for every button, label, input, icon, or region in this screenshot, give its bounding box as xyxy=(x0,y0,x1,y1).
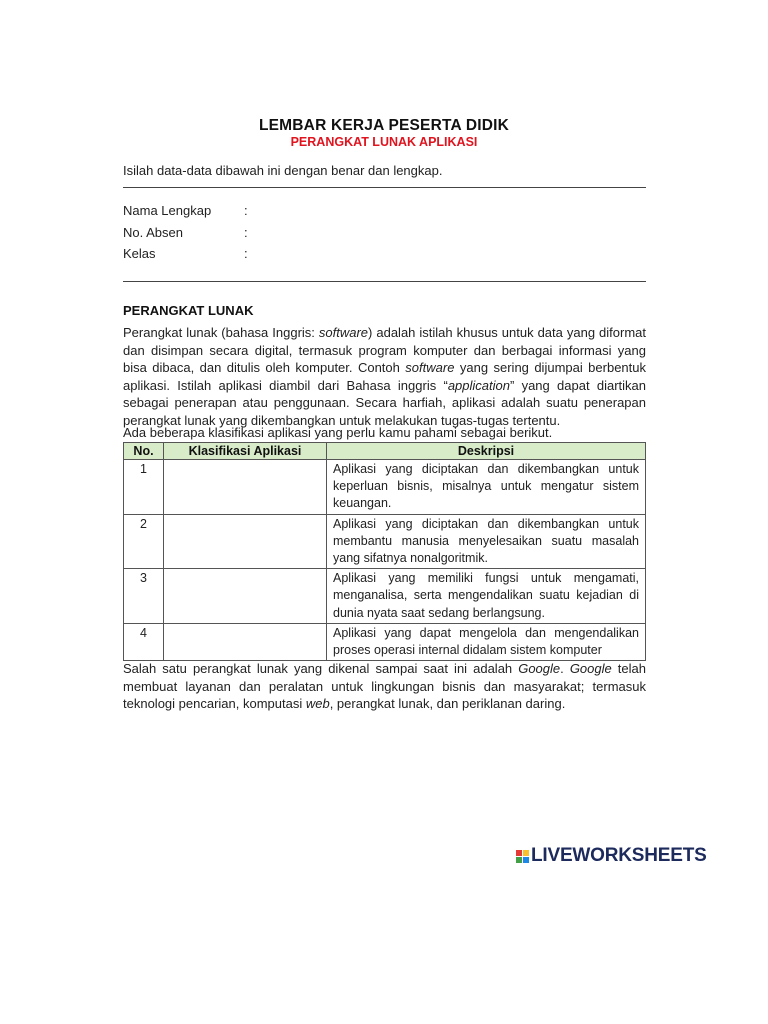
header-deskripsi: Deskripsi xyxy=(327,443,646,460)
field-nama-lengkap[interactable] xyxy=(123,203,248,218)
instruction-text: Isilah data-data dibawah ini dengan benar dan lengkap. xyxy=(123,163,443,178)
liveworksheets-logo xyxy=(516,845,707,867)
table-intro-text: Ada beberapa klasifikasi aplikasi yang perlu kamu pahami sebagai berikut. xyxy=(123,425,553,440)
section-paragraph xyxy=(123,324,646,430)
worksheet-title: LEMBAR KERJA PESERTA DIDIK xyxy=(258,117,510,134)
field-colon: : xyxy=(244,203,248,218)
header-klasifikasi: Klasifikasi Aplikasi xyxy=(164,443,327,460)
worksheet-subtitle: PERANGKAT LUNAK APLIKASI xyxy=(290,135,478,149)
field-label: Nama Lengkap xyxy=(123,203,212,218)
text-run-italic: Google xyxy=(518,661,561,676)
row-number: 4 xyxy=(124,623,164,660)
klasifikasi-answer-cell[interactable] xyxy=(164,514,327,569)
table-row xyxy=(124,460,646,515)
closing-paragraph xyxy=(123,660,646,713)
field-label: No. Absen xyxy=(123,225,183,240)
logo-square-yellow xyxy=(523,850,529,856)
row-number: 1 xyxy=(124,460,164,515)
header-no: No. xyxy=(124,443,164,460)
field-colon: : xyxy=(244,225,248,240)
text-run: telah membuat layanan dan peralatan untuk lingkungan bisnis dan masyarakat; termasuk teknologi pencarian, komputasi xyxy=(123,661,646,712)
text-run-italic: software xyxy=(318,325,369,340)
table-header-row xyxy=(124,443,646,460)
logo-text: LIVEWORKSHEETS xyxy=(531,845,707,866)
text-run: . xyxy=(560,661,570,676)
field-kelas[interactable] xyxy=(123,246,248,261)
field-colon: : xyxy=(244,246,248,261)
field-no-absen[interactable] xyxy=(123,225,248,240)
text-run: yang sering dijumpai berbentuk aplikasi. Istilah aplikasi diambil dari Bahasa inggris “ xyxy=(123,360,646,393)
klasifikasi-answer-cell[interactable] xyxy=(164,569,327,624)
table-row xyxy=(124,623,646,660)
text-run: Perangkat lunak (bahasa Inggris: xyxy=(123,325,319,340)
klasifikasi-answer-cell[interactable] xyxy=(164,623,327,660)
text-run: ” yang dapat diartikan sebagai penerapan atau penggunaan. Secara harfiah, aplikasi adalah suatu penerapan perangkat lunak yang dikembangkan untuk melakukan tugas-tugas tertentu. xyxy=(123,377,646,428)
text-run-italic: web xyxy=(305,696,330,712)
row-description: Aplikasi yang dapat mengelola dan mengendalikan proses operasi internal didalam sistem komputer xyxy=(327,623,646,660)
text-run: ) adalah istilah khusus untuk data yang diformat dan disimpan secara digital, termasuk program komputer dan berbagai informasi yang bisa dibaca, dan ditulis oleh komputer. Contoh xyxy=(123,325,646,376)
klasifikasi-answer-cell[interactable] xyxy=(164,460,327,515)
logo-square-green xyxy=(516,857,522,863)
classification-table xyxy=(123,442,646,661)
logo-square-red xyxy=(516,850,522,856)
section-heading: PERANGKAT LUNAK xyxy=(123,303,254,318)
text-run: Salah satu perangkat lunak yang dikenal sampai saat ini adalah xyxy=(123,661,519,676)
row-number: 3 xyxy=(124,569,164,624)
text-run-italic: application xyxy=(447,377,510,393)
divider-top xyxy=(123,187,646,188)
row-description: Aplikasi yang diciptakan dan dikembangkan untuk keperluan bisnis, misalnya untuk mengatur sistem keuangan. xyxy=(327,460,646,515)
row-description: Aplikasi yang memiliki fungsi untuk mengamati, menganalisa, serta mengendalikan suatu kejadian di dunia nyata saat sedang berlangsung. xyxy=(327,569,646,624)
text-run-italic: software xyxy=(405,360,455,376)
text-run-italic: Google xyxy=(569,661,612,676)
liveworksheets-logo-icon xyxy=(516,850,529,863)
text-run: , perangkat lunak, dan periklanan daring. xyxy=(329,696,566,712)
row-description: Aplikasi yang diciptakan dan dikembangkan untuk membantu manusia menyelesaikan suatu masalah yang sifatnya nonalgoritmik. xyxy=(327,514,646,569)
table-row xyxy=(124,514,646,569)
row-number: 2 xyxy=(124,514,164,569)
table-row xyxy=(124,569,646,624)
field-label: Kelas xyxy=(123,246,156,261)
logo-square-blue xyxy=(523,857,529,863)
divider-bottom xyxy=(123,281,646,282)
